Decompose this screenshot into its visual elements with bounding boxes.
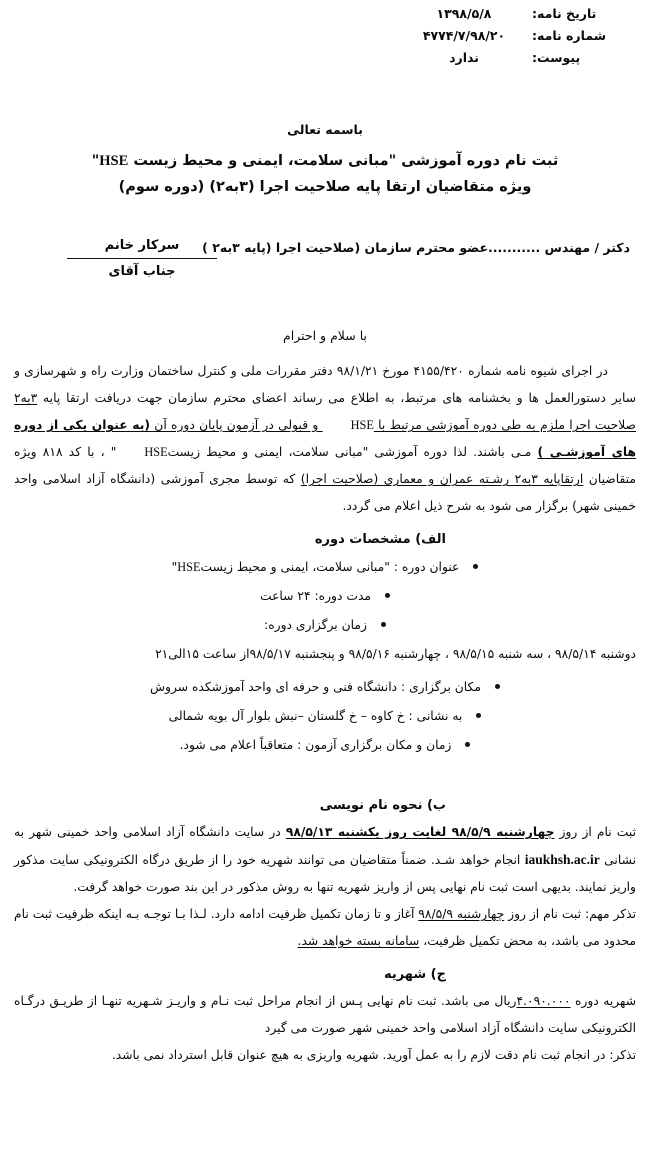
list-item-address xyxy=(14,702,636,731)
addressee-line: دکتر / مهندس ...........عضو محترم سازمان (صلاحیت اجرا (پایه ۳به۲ ) xyxy=(202,240,630,255)
meta-row-attachment xyxy=(320,50,650,65)
fee-note-paragraph: تذکر: در انجام ثبت نام دقت لازم را به عمل آورید. شهریه واریزی به هیچ عنوان قابل استرداد نمی باشد. xyxy=(111,1048,636,1062)
section-a-heading: الف) مشخصات دوره xyxy=(314,532,446,547)
meta-row-number xyxy=(320,28,650,43)
intro-seg-b: مـی باشند. لذا دوره آموزشی "مبانی سلامت، ایمنی و محیط زیست xyxy=(167,445,538,459)
course-duration-label: مدت دوره: ۲۴ ساعت xyxy=(260,589,371,603)
list-item-course-schedule xyxy=(14,611,636,640)
venue-details-list xyxy=(14,673,636,760)
list-item-exam-time xyxy=(14,731,636,760)
section-c-heading: ج) شهریه xyxy=(383,967,446,982)
section-b-heading: ب) نحوه نام نویسی xyxy=(319,798,446,813)
meta-label-date: تاریخ نامه: xyxy=(532,6,597,21)
title-line-1-post: " xyxy=(91,153,100,169)
intro-latin-hse-2: HSE xyxy=(144,445,168,459)
intro-seg-c: " ، با کد ۸۱۸ ویژه متقاضیان xyxy=(14,445,636,486)
registration-website-url[interactable]: iaukhsh.ac.ir xyxy=(524,852,600,867)
meta-value-attachment: ندارد xyxy=(449,50,479,65)
exam-time-label: زمان و مکان برگزاری آزمون : متعاقباً اعلام می شود. xyxy=(179,738,452,752)
letterhead-meta xyxy=(320,6,650,72)
reg-seg-c: انجام خواهد شـد. ضمناً متقاضیان می توانند شهریه خود را از طریق درگاه الکترونیکی سایت مذکور واریز نمایند. بدیهی است ثبت نام نهایی پس از واریز شهریه تنها به روش مذکور در این بند صورت خواهد گرفت. xyxy=(14,853,636,894)
intro-seg-d: که توسط مجری آموزشی (دانشگاه آزاد اسلامی واحد خمینی شهر) برگزار می شود به شرح ذیل اعلام می گردد. xyxy=(14,472,636,513)
registration-note-paragraph xyxy=(14,901,636,955)
document-title xyxy=(0,148,650,200)
intro-seg-u3: (به عنوان یكی از دوره های آموزشـی ) xyxy=(14,418,637,459)
bullet-dot-icon xyxy=(465,742,470,747)
reg-note-seg-a: تذکر مهم: ثبت نام از روز xyxy=(504,907,636,921)
reg-seg-a: ثبت نام از روز xyxy=(554,825,637,839)
intro-underline-2: ارتقاپایه ۳به۲ رشـته عمران و معماری (صلاحیت اجرا) xyxy=(300,472,584,486)
reg-dates-underline: چهارشنبه ۹۸/۵/۹ لغایت روز یکشنبه ۹۸/۵/۱۳ xyxy=(285,825,555,839)
reg-note-seg-b: آغاز و تا زمان تکمیل ظرفیت ادامه دارد. لـذا بـا توجـه بـه اینکه ظرفیت ثبت نام محدود می باشد، به محض تکمیل ظرفیت، xyxy=(14,907,636,948)
title-line-1 xyxy=(0,148,650,174)
intro-seg-u2: و قبولی در آزمون پایان دوره آن xyxy=(150,418,323,432)
fee-paragraph xyxy=(14,988,636,1042)
title-line-2: ویژه متقاضیان ارتقا پایه صلاحیت اجرا (۳به۲) (دوره سوم) xyxy=(118,179,532,195)
addressee-block xyxy=(0,238,650,304)
registration-paragraph xyxy=(14,819,636,901)
bullet-dot-icon xyxy=(473,564,478,569)
course-title-tail: " xyxy=(171,560,178,574)
venue-label: مکان برگزاری : دانشگاه فنی و حرفه ای واحد آموزشکده سروش xyxy=(150,680,481,694)
meta-value-number: ۴۷۷۴/۷/۹۸/۲۰ xyxy=(422,28,506,43)
salutation-female: سرکار خانم xyxy=(67,238,217,259)
greeting: با سلام و احترام xyxy=(283,328,367,343)
basmala: باسمه تعالی xyxy=(287,122,363,137)
letter-body xyxy=(14,358,636,1069)
meta-label-number: شماره نامه: xyxy=(532,28,606,43)
bullet-dot-icon xyxy=(476,713,481,718)
list-item-course-title xyxy=(14,553,636,582)
reg-note-closing-underline: سامانه بسته خواهد شد. xyxy=(297,934,420,948)
fee-seg-a: شهریه دوره xyxy=(570,994,636,1008)
fee-amount: ۴.۰۹۰.۰۰۰ xyxy=(516,994,571,1008)
intro-latin-hse-1: HSE xyxy=(350,418,374,432)
title-line-1-latin: HSE xyxy=(99,153,129,169)
course-title-label: عنوان دوره : "مبانی سلامت، ایمنی و محیط زیست xyxy=(200,560,460,574)
course-schedule-label: زمان برگزاری دوره: xyxy=(264,618,367,632)
spacer-1 xyxy=(14,760,636,786)
schedule-dates-line: دوشنبه ۹۸/۵/۱۴ ، سه شنبه ۹۸/۵/۱۵ ، چهارشنبه ۹۸/۵/۱۶ و پنجشنبه ۹۸/۵/۱۷از ساعت ۱۵الی۲۱ xyxy=(155,647,636,661)
meta-label-attachment: پیوست: xyxy=(532,50,581,65)
bullet-dot-icon xyxy=(381,622,386,627)
intro-paragraph xyxy=(14,358,636,520)
bullet-dot-icon xyxy=(385,593,390,598)
address-label: به نشانی : خ کاوه – خ گلستان –نبش بلوار آل بویه شمالی xyxy=(168,709,463,723)
bullet-dot-icon xyxy=(495,684,500,689)
title-line-1-pre: ثبت نام دوره آموزشی "مبانی سلامت، ایمنی و محیط زیست xyxy=(128,153,559,169)
course-details-list xyxy=(14,553,636,640)
salutation-male: جناب آقای xyxy=(108,264,176,279)
intro-seg-u1: ۳به۲ صلاحیت اجرا ملزم به طی دوره آموزشی مرتبط با xyxy=(14,391,636,432)
list-item-course-duration xyxy=(14,582,636,611)
reg-seg-b: در سایت دانشگاه آزاد اسلامی واحد خمینی شهر به نشانی xyxy=(14,825,636,867)
fee-seg-b: ریال می باشد. ثبت نام نهایی پـس از انجام مراحل ثبت نـام و واریـز شـهریه تنهـا از طریـق درگـاه الکترونیکی سایت دانشگاه آزاد اسلامی واحد خمینی شهر صورت می گیرد xyxy=(14,994,636,1035)
course-title-latin: HSE xyxy=(177,560,201,574)
list-item-venue xyxy=(14,673,636,702)
reg-note-date-underline: چهارشنبه ۹۸/۵/۹ xyxy=(418,907,505,921)
meta-value-date: ۱۳۹۸/۵/۸ xyxy=(436,6,492,21)
meta-row-date xyxy=(320,6,650,21)
intro-seg-a: در اجرای شیوه نامه شماره ۴۱۵۵/۴۲۰ مورخ ۹۸/۱/۲۱ دفتر مقررات ملی و کنترل ساختمان وزارت راه و شهرسازی و سایر دستورالعمل ها و بخشنامه های مرتبط، به اطلاع می رساند اعضای محترم سازمان جهت دریافت ارتقا پایه xyxy=(14,364,636,405)
